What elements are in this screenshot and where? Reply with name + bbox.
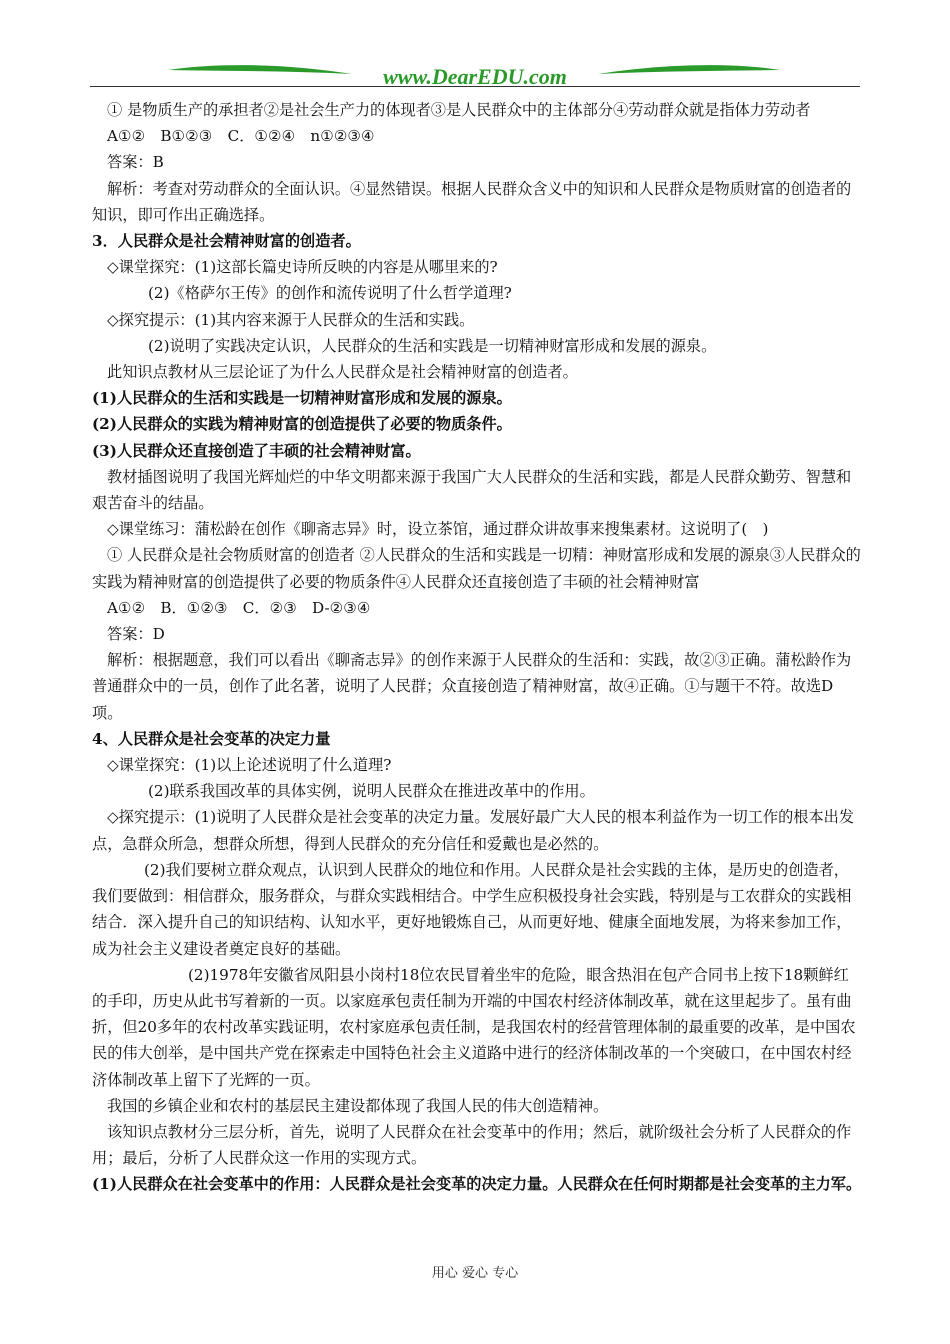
inquiry-hint: (2)我们要树立群众观点，认识到人民群众的地位和作用。人民群众是社会实践的主体，是历史的创造者，我们要做到：相信群众，服务群众，与群众实践相结合。中学生应积极投身社会实践，特别是与工农群众的实践相结合．深入提升自己的知识结构、认知水平，更好地锻炼自己，从而更好地、健康全面地发展，为将来参加工作，成为社会主义建设者奠定良好的基础。 (92, 860, 852, 958)
header-rule (90, 86, 860, 87)
page-footer: 用心 爱心 专心 (431, 1266, 519, 1281)
key-point: (1)人民群众的生活和实践是一切精神财富形成和发展的源泉。 (92, 389, 512, 408)
logo-swoosh-icon (90, 58, 860, 94)
analysis: 解析：考查对劳动群众的全面认识。④显然错误。根据人民群众含义中的知识和人民群众是物质财富的创造者的知识，即可作出正确选择。 (92, 179, 852, 224)
answer: 答案：D (107, 625, 165, 644)
inquiry-question: ◇课堂探究：(1)这部长篇史诗所反映的内容是从哪里来的? (107, 258, 498, 277)
header-banner (90, 58, 860, 94)
section-heading: 4、人民群众是社会变革的决定力量 (92, 729, 331, 748)
paragraph: 该知识点教材分三层分析，首先，说明了人民群众在社会变革中的作用；然后，就阶级社会分析了人民群众的作用；最后，分析了人民群众这一作用的实现方式。 (92, 1122, 852, 1168)
paragraph: 此知识点教材从三层论证了为什么人民群众是社会精神财富的创造者。 (107, 363, 578, 382)
key-point: (2)人民群众的实践为精神财富的创造提供了必要的物质条件。 (92, 415, 512, 434)
logo-text: www.DearEDU.com (383, 64, 567, 89)
paragraph: ① 是物质生产的承担者②是社会生产力的体现者③是人民群众中的主体部分④劳动群众就是指体力劳动者 (107, 101, 811, 119)
document-body (92, 97, 862, 1198)
key-point: (1)人民群众在社会变革中的作用：人民群众是社会变革的决定力量。人民群众在任何时期都是社会变革的主力军。 (92, 1175, 862, 1194)
paragraph: 我国的乡镇企业和农村的基层民主建设都体现了我国人民的伟大创造精神。 (107, 1096, 609, 1115)
practice-question: ◇课堂练习：蒲松龄在创作《聊斋志异》时，设立茶馆，通过群众讲故事来搜集素材。这说明了( ) (107, 520, 769, 539)
practice-statements: ① 人民群众是社会物质财富的创造者 ②人民群众的生活和实践是一切精：神财富形成和发展的源泉③人民群众的实践为精神财富的创造提供了必要的物质条件④人民群众还直接创造了丰硕的社会精神财富 (92, 546, 861, 591)
inquiry-question: (2)《格萨尔王传》的创作和流传说明了什么哲学道理? (148, 284, 512, 303)
inquiry-hint: ◇探究提示：(1)其内容来源于人民群众的生活和实践。 (107, 310, 475, 329)
paragraph: (2)1978年安徽省凤阳县小岗村18位农民冒着坐牢的危险，眼含热泪在包产合同书上按下18颗鲜红的手印，历史从此书写着新的一页。以家庭承包责任制为开端的中国农村经济体制改革，就在这里起步了。虽有曲折，但20多年的农村改革实践证明，农村家庭承包责任制，是我国农村的经营管理体制的最重要的改革，是中国农民的伟大创举，是中国共产党在探索走中国特色社会主义道路中进行的经济体制改革的一个突破口，在中国农村经济体制改革上留下了光辉的一页。 (92, 965, 856, 1089)
analysis: 解析：根据题意，我们可以看出《聊斋志异》的创作来源于人民群众的生活和：实践，故②③正确。蒲松龄作为普通群众中的一员，创作了此名著，说明了人民群；众直接创造了精神财富，故④正确。①与题干不符。故选D项。 (92, 651, 852, 722)
inquiry-hint: ◇探究提示：(1)说明了人民群众是社会变革的决定力量。发展好最广大人民的根本利益作为一切工作的根本出发点，急群众所急，想群众所想，得到人民群众的充分信任和爱戴也是必然的。 (92, 808, 855, 853)
section-heading: 3．人民群众是社会精神财富的创造者。 (92, 232, 361, 251)
paragraph: 教材插图说明了我国光辉灿烂的中华文明都来源于我国广大人民群众的生活和实践，都是人民群众勤劳、智慧和艰苦奋斗的结晶。 (92, 467, 852, 513)
answer-options: A①② B①②③ C．①②④ n①②③④ (107, 127, 375, 146)
inquiry-question: ◇课堂探究：(1)以上论述说明了什么道理? (107, 756, 392, 775)
key-point: (3)人民群众还直接创造了丰硕的社会精神财富。 (92, 441, 421, 460)
inquiry-question: (2)联系我国改革的具体实例，说明人民群众在推进改革中的作用。 (148, 782, 595, 801)
inquiry-hint: (2)说明了实践决定认识，人民群众的生活和实践是一切精神财富形成和发展的源泉。 (148, 336, 717, 355)
answer-options: A①② B．①②③ C．②③ D-②③④ (107, 598, 371, 617)
answer: 答案：B (107, 153, 164, 172)
